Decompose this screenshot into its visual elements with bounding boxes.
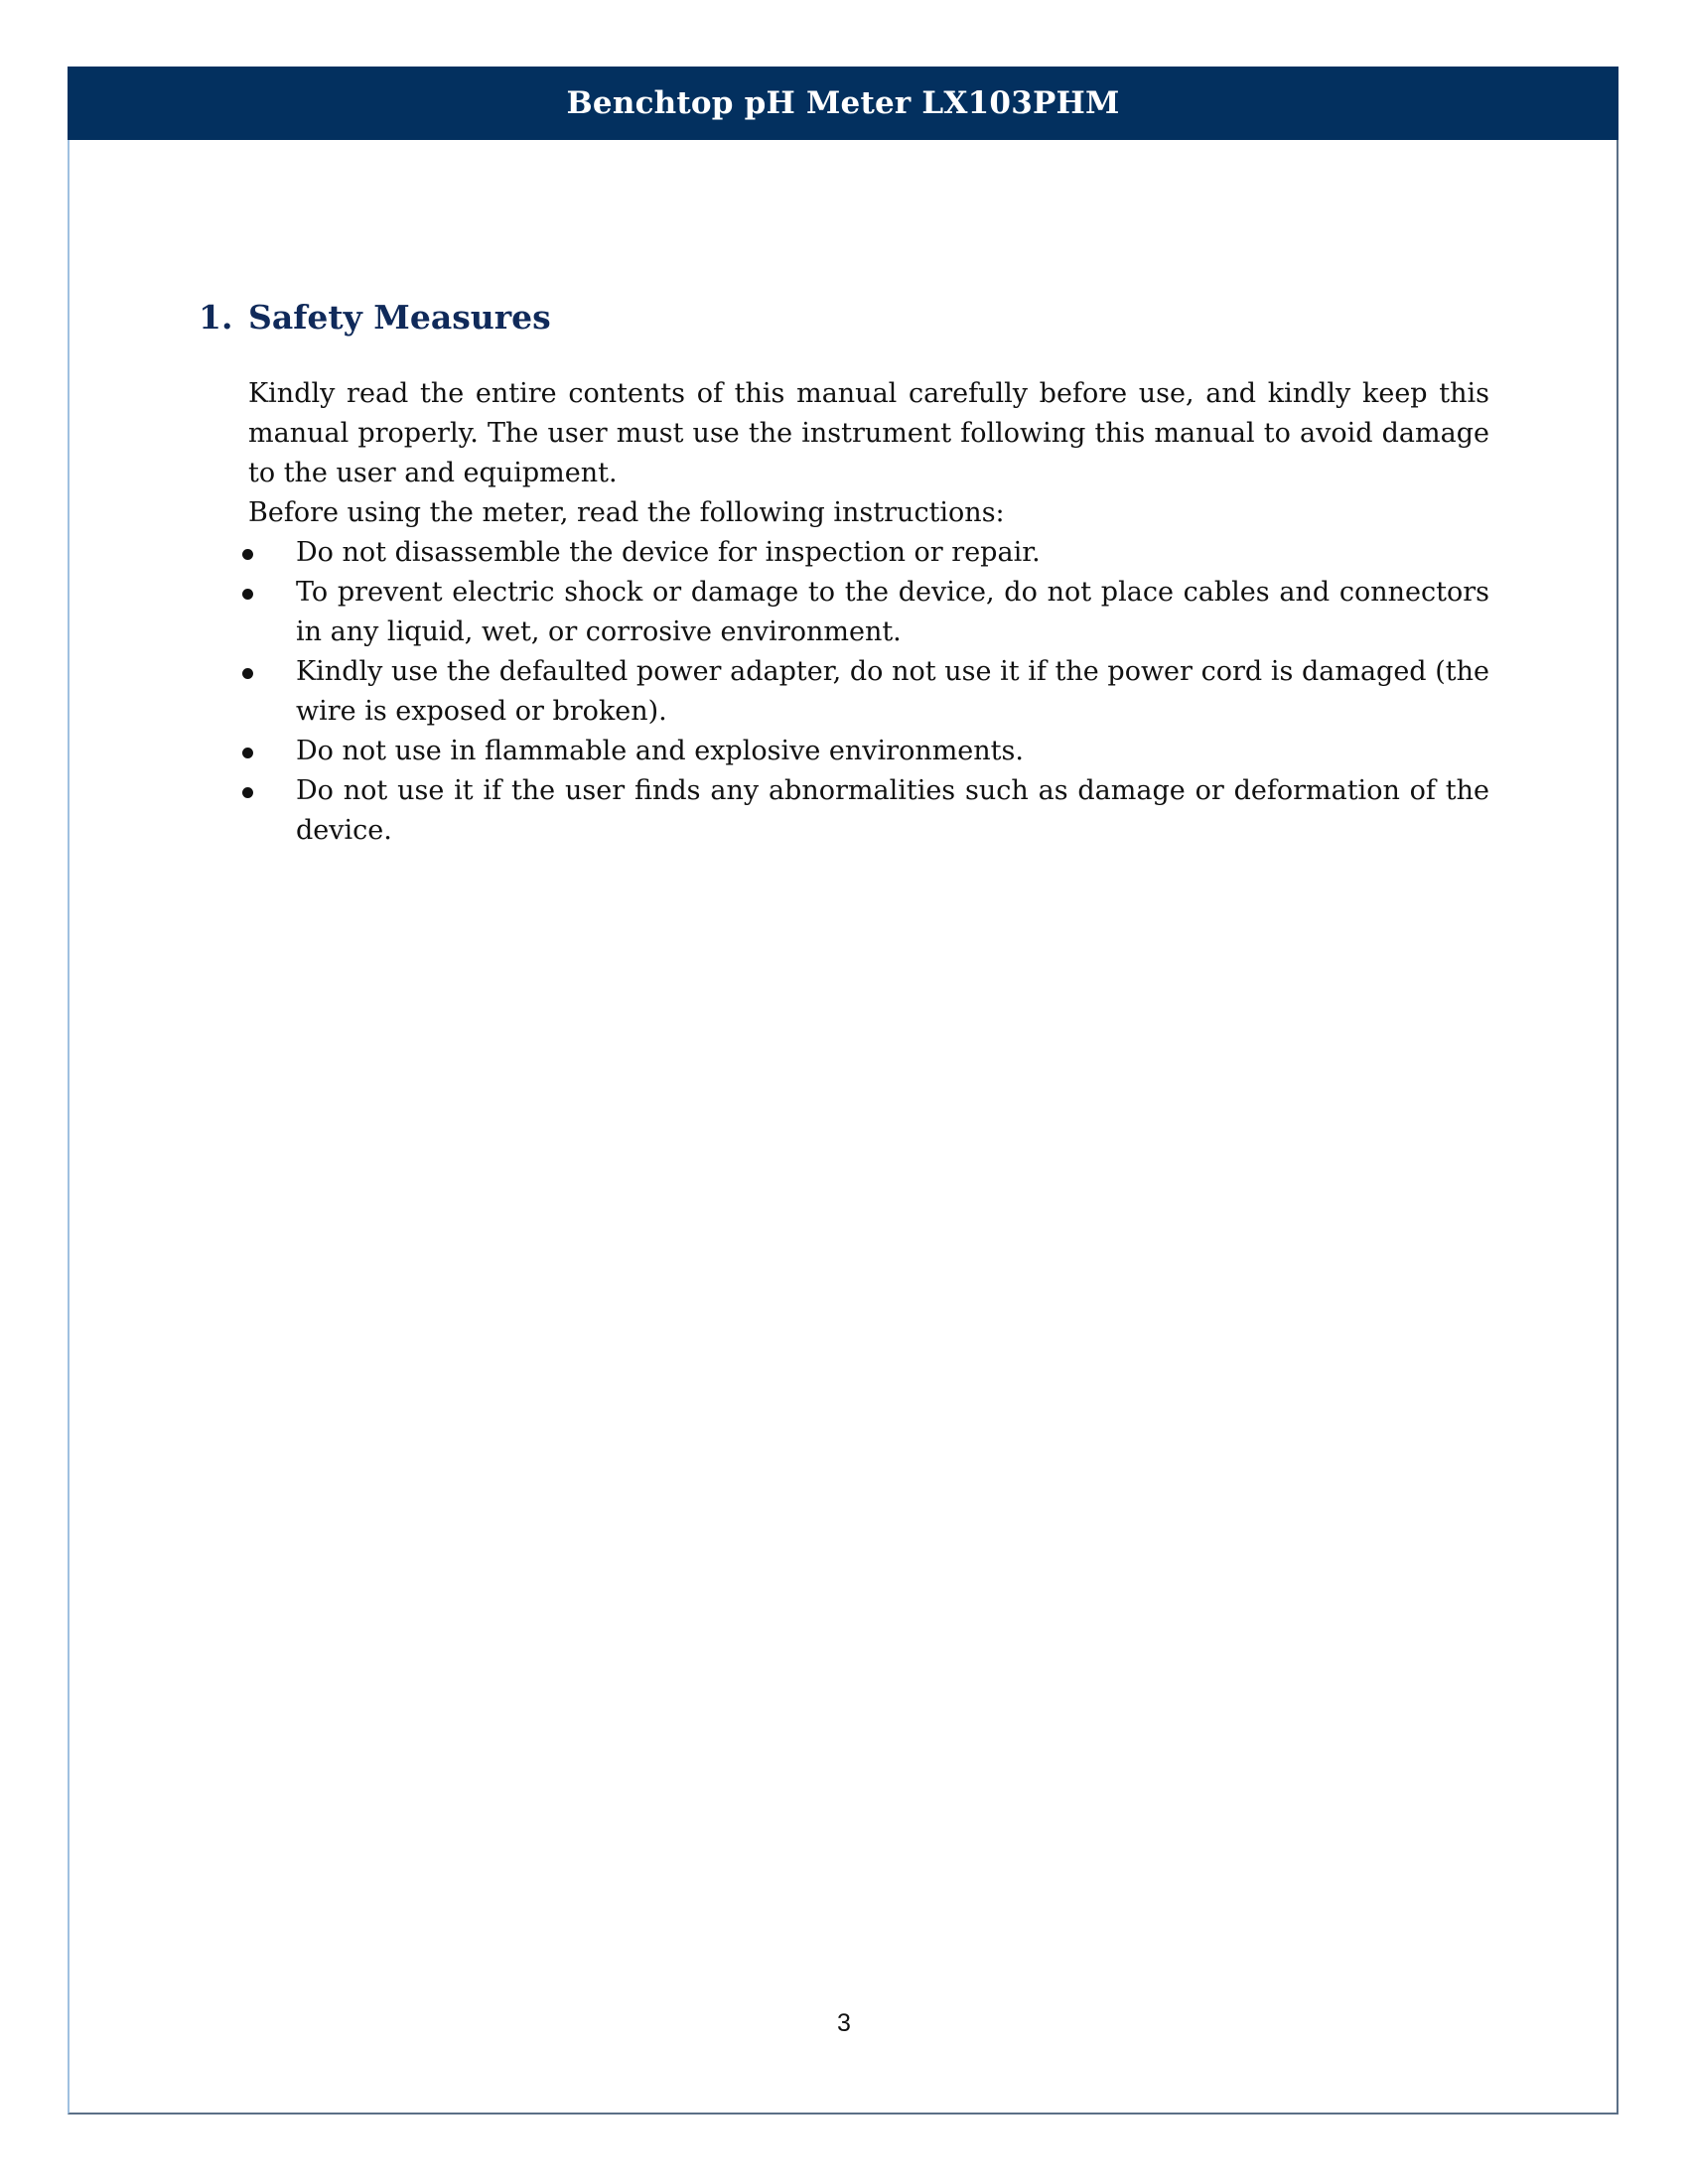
intro-paragraph: Kindly read the entire contents of this manual carefully before use, and kindly keep this manual properly. The user must use the instrument following this manual to avoid damage to the user and equipment. — [248, 378, 1489, 488]
bullet-icon — [199, 573, 248, 652]
list-item-text: Kindly use the defaulted power adapter, do not use it if the power cord is damaged (the wire is exposed or broken). — [296, 656, 1489, 727]
list-item-text: Do not disassemble the device for inspection or repair. — [296, 537, 1041, 568]
page-number: 3 — [837, 2009, 851, 2037]
list-item — [199, 652, 1489, 732]
list-item — [199, 573, 1489, 652]
section-body — [248, 374, 1489, 851]
bullet-icon — [199, 732, 248, 771]
section-number: 1. — [199, 298, 233, 337]
instruction-list — [199, 533, 1489, 851]
bullet-icon — [199, 533, 248, 573]
section-heading — [199, 298, 1489, 337]
list-item-text: To prevent electric shock or damage to the device, do not place cables and connectors in any liquid, wet, or corrosive environment. — [296, 577, 1489, 647]
list-item-text: Do not use in flammable and explosive environments. — [296, 736, 1024, 766]
list-item — [199, 533, 1489, 573]
document-title: Benchtop pH Meter LX103PHM — [566, 85, 1120, 121]
bullet-icon — [199, 652, 248, 732]
list-item-text: Do not use it if the user finds any abnormalities such as damage or deformation of the device. — [296, 775, 1489, 846]
page-content — [199, 298, 1489, 851]
lead-paragraph: Before using the meter, read the following instructions: — [248, 497, 1005, 528]
list-item — [199, 771, 1489, 851]
bullet-icon — [199, 771, 248, 851]
list-item — [199, 732, 1489, 771]
section-title: Safety Measures — [248, 298, 551, 337]
header-bar — [68, 67, 1618, 140]
